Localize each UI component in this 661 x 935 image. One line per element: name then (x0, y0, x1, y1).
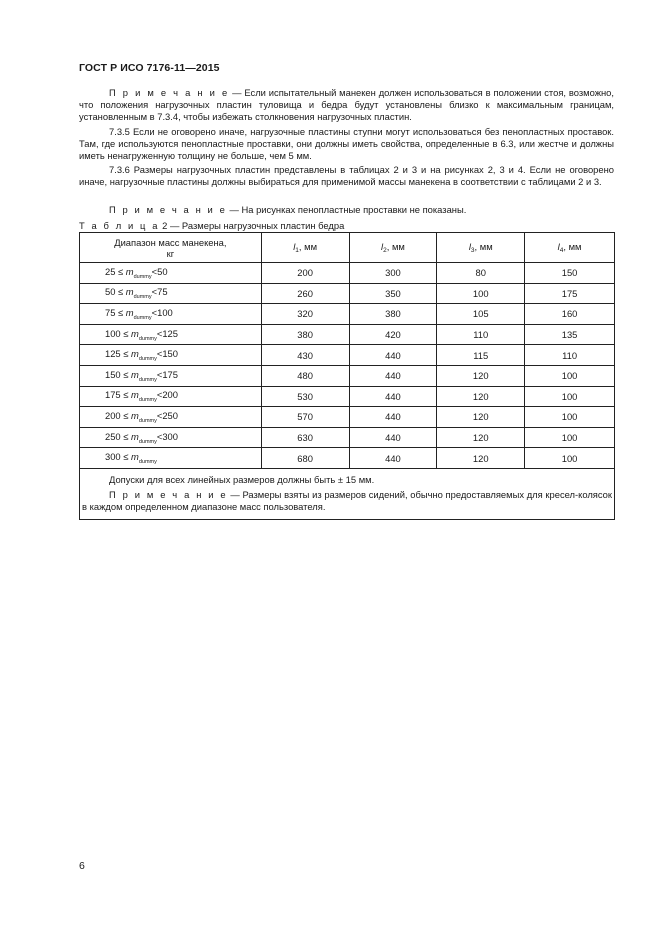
cell-l3: 100 (437, 283, 525, 304)
cell-mass-range: $75 \le m_{dummy}<100$ (80, 304, 262, 325)
cell-l4: 175 (525, 283, 615, 304)
header-mass-range (80, 233, 262, 263)
paragraph-7-3-5: 7.3.5 Если не оговорено иначе, нагрузочные пластины ступни могут использоваться без пенопластных проставок. Там, где используются пенопластные проставки, они должны иметь свойства, определенные в 6.3, или жестче и должны иметь ненагруженную толщину не больше, чем 5 мм. (79, 126, 614, 162)
m-dummy-symbol: $m_{dummy}$ (131, 409, 157, 424)
cell-l3: 120 (437, 427, 525, 448)
table-row (80, 386, 615, 407)
cell-mass-range: $50 \le m_{dummy}<75$ (80, 283, 262, 304)
document-header: ГОСТ Р ИСО 7176-11—2015 (79, 62, 220, 74)
table-row (80, 448, 615, 469)
cell-l1: 260 (261, 283, 349, 304)
table-footnote-row (80, 468, 615, 519)
cell-l4: 100 (525, 427, 615, 448)
cell-l3: 120 (437, 448, 525, 469)
table-row (80, 283, 615, 304)
cell-l2: 380 (349, 304, 437, 325)
tolerance-note: Допуски для всех линейных размеров должны быть ± 15 мм. (109, 473, 375, 485)
table-note-label: П р и м е ч а н и е (109, 489, 228, 501)
header-mass-range-line1: Диапазон масс манекена, (114, 236, 227, 248)
table-header-row (80, 233, 615, 263)
paragraph-7-3-6: 7.3.6 Размеры нагрузочных пластин представлены в таблицах 2 и 3 и на рисунках 2, 3 и 4. Если не оговорено иначе, нагрузочные пластины должны выбираться для применимой массы манекена в соответствии с таблицами 2 и 3. (79, 164, 614, 188)
cell-l1: 680 (261, 448, 349, 469)
cell-mass-range: $300 \le m_{dummy}$ (80, 448, 262, 469)
m-dummy-symbol: $m_{dummy}$ (131, 368, 157, 383)
table-row (80, 427, 615, 448)
cell-l4: 110 (525, 345, 615, 366)
cell-l2: 420 (349, 324, 437, 345)
cell-l1: 200 (261, 263, 349, 284)
m-dummy-symbol: $m_{dummy}$ (131, 327, 157, 342)
cell-l4: 150 (525, 263, 615, 284)
cell-l3: 80 (437, 263, 525, 284)
header-l2: $l_2$, мм (349, 233, 437, 263)
table-caption-text: 2 — Размеры нагрузочных пластин бедра (159, 220, 345, 231)
cell-l3: 110 (437, 324, 525, 345)
table-row (80, 365, 615, 386)
cell-l4: 100 (525, 448, 615, 469)
cell-l4: 135 (525, 324, 615, 345)
cell-l1: 380 (261, 324, 349, 345)
cell-l4: 160 (525, 304, 615, 325)
cell-l3: 120 (437, 386, 525, 407)
cell-l2: 440 (349, 386, 437, 407)
cell-l1: 570 (261, 407, 349, 428)
cell-mass-range: $150 \le m_{dummy}<175$ (80, 365, 262, 386)
m-dummy-symbol: $m_{dummy}$ (131, 430, 157, 445)
m-dummy-symbol: $m_{dummy}$ (131, 348, 157, 363)
cell-l2: 440 (349, 427, 437, 448)
header-mass-range-line2: кг (166, 247, 175, 259)
cell-l3: 120 (437, 365, 525, 386)
note-1-label: П р и м е ч а н и е (109, 87, 230, 98)
table-note-text: — Размеры взяты из размеров сидений, обычно предоставляемых для кресел-колясок в каждом определенном диапазоне масс пользователя. (82, 489, 612, 513)
header-l3: $l_3$, мм (437, 233, 525, 263)
cell-l2: 440 (349, 345, 437, 366)
page-number: 6 (79, 860, 85, 872)
note-1 (79, 87, 614, 124)
thigh-plate-dimensions-table (79, 232, 615, 520)
cell-mass-range: $100 \le m_{dummy}<125$ (80, 324, 262, 345)
m-dummy-symbol: $m_{dummy}$ (125, 265, 152, 280)
table-row (80, 304, 615, 325)
cell-l3: 120 (437, 407, 525, 428)
table-note (82, 489, 612, 513)
cell-l2: 440 (349, 407, 437, 428)
cell-l2: 300 (349, 263, 437, 284)
table-row (80, 345, 615, 366)
cell-l1: 630 (261, 427, 349, 448)
m-dummy-symbol: $m_{dummy}$ (125, 286, 152, 301)
cell-l1: 320 (261, 304, 349, 325)
cell-l2: 440 (349, 448, 437, 469)
cell-l1: 530 (261, 386, 349, 407)
table-caption-label: Т а б л и ц а (79, 220, 160, 231)
cell-l4: 100 (525, 386, 615, 407)
cell-l3: 115 (437, 345, 525, 366)
cell-l2: 440 (349, 365, 437, 386)
m-dummy-symbol: $m_{dummy}$ (131, 451, 157, 466)
table-body (80, 263, 615, 469)
cell-mass-range: $175 \le m_{dummy}<200$ (80, 386, 262, 407)
note-1-text: — Если испытательный манекен должен использоваться в положении стоя, возможно, что положения нагрузочных пластин туловища и бедра будут установлены близко к максимальным границам, установленным в 7.3.4, чтобы избежать столкновения нагрузочных пластин. (79, 87, 614, 123)
cell-l4: 100 (525, 365, 615, 386)
cell-mass-range: $250 \le m_{dummy}<300$ (80, 427, 262, 448)
m-dummy-symbol: $m_{dummy}$ (125, 306, 152, 321)
note-2-label: П р и м е ч а н и е (109, 204, 227, 215)
cell-l2: 350 (349, 283, 437, 304)
cell-l3: 105 (437, 304, 525, 325)
cell-mass-range: $125 \le m_{dummy}<150$ (80, 345, 262, 366)
table-caption (79, 220, 344, 231)
table-row (80, 407, 615, 428)
header-l1: $l_1$, мм (261, 233, 349, 263)
cell-l1: 480 (261, 365, 349, 386)
table-row (80, 263, 615, 284)
table-row (80, 324, 615, 345)
note-2 (79, 204, 614, 216)
cell-l1: 430 (261, 345, 349, 366)
cell-l4: 100 (525, 407, 615, 428)
m-dummy-symbol: $m_{dummy}$ (131, 389, 157, 404)
cell-mass-range: $25 \le m_{dummy}<50$ (80, 263, 262, 284)
table-footnotes (80, 468, 615, 519)
cell-mass-range: $200 \le m_{dummy}<250$ (80, 407, 262, 428)
note-2-text: — На рисунках пенопластные проставки не показаны. (226, 204, 467, 215)
header-l4: $l_4$, мм (525, 233, 615, 263)
